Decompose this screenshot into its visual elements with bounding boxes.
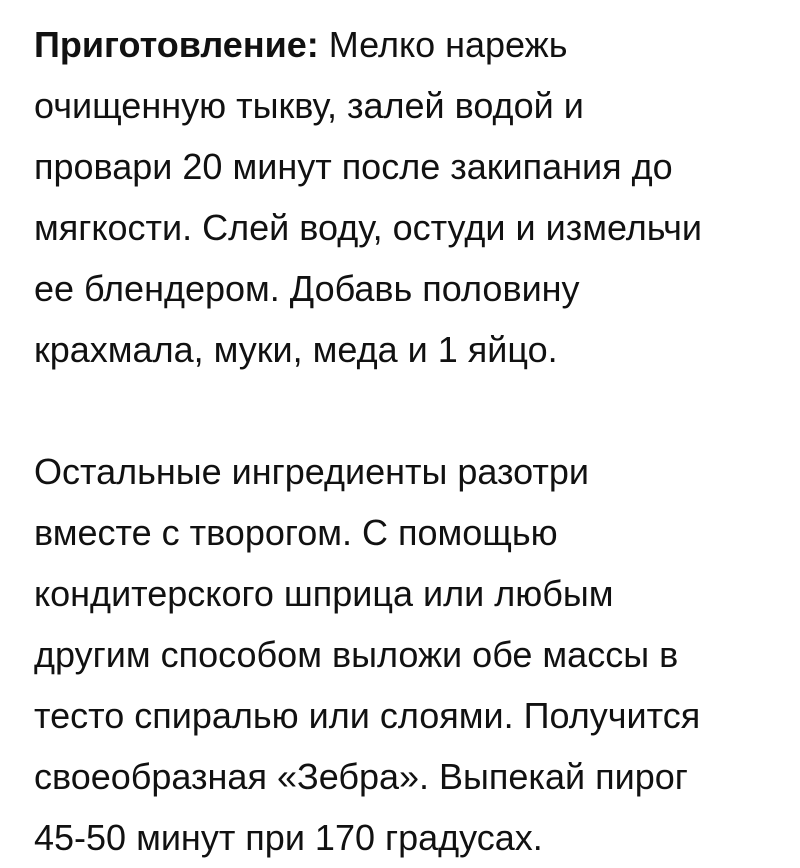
text-line: ее блендером. Добавь половину <box>34 268 580 309</box>
text-fragment: Мелко нарежь <box>328 24 568 65</box>
text-line: мягкости. Слей воду, остуди и измельчи <box>34 207 703 248</box>
preparation-heading: Приготовление: <box>34 24 319 65</box>
text-line: очищенную тыкву, залей водой и <box>34 85 584 126</box>
assembly-paragraph <box>34 441 774 868</box>
text-line: тесто спиралью или слоями. Получится <box>34 695 701 736</box>
text-line: 45-50 минут при 170 градусах. <box>34 817 543 858</box>
preparation-paragraph <box>34 14 774 380</box>
paragraph-gap <box>34 380 774 441</box>
text-line: своеобразная «Зебра». Выпекай пирог <box>34 756 688 797</box>
recipe-text <box>34 14 774 868</box>
text-line <box>34 14 774 75</box>
text-line: провари 20 минут после закипания до <box>34 146 673 187</box>
text-line: кондитерского шприца или любым <box>34 573 614 614</box>
text-line: другим способом выложи обе массы в <box>34 634 679 675</box>
text-line: Остальные ингредиенты разотри <box>34 451 589 492</box>
text-line: крахмала, муки, меда и 1 яйцо. <box>34 329 558 370</box>
text-line: вместе с творогом. С помощью <box>34 512 558 553</box>
